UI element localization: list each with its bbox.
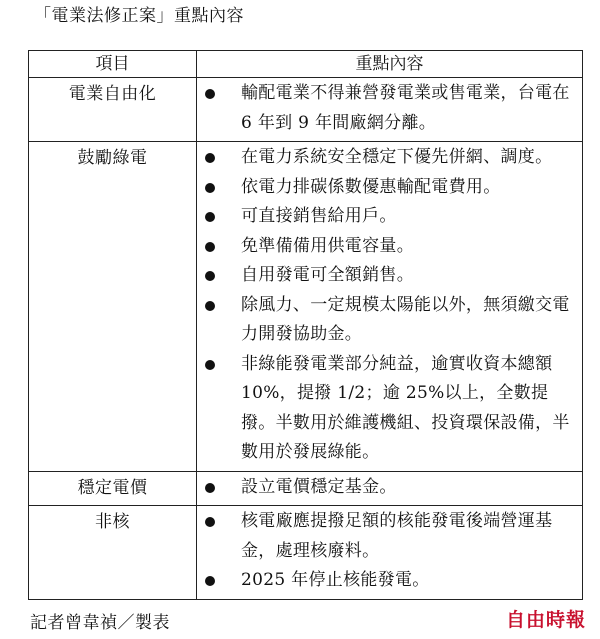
bullet-point [197, 350, 576, 468]
bullet-icon [205, 483, 215, 493]
bullet-list [197, 473, 576, 503]
bullet-point [197, 143, 576, 173]
bullet-point [197, 291, 576, 350]
row-points [197, 142, 583, 472]
row-item-label: 非核 [29, 506, 197, 600]
key-points-table [28, 50, 583, 600]
bullet-icon [205, 212, 215, 222]
row-item-label: 鼓勵綠電 [29, 142, 197, 472]
bullet-text: 設立電價穩定基金。 [241, 476, 397, 497]
table-row [29, 471, 583, 506]
table-caption: 「電業法修正案」重點內容 [34, 6, 244, 26]
reporter-credit: 記者曾韋禎／製表 [30, 613, 170, 633]
bullet-text: 依電力排碳係數優惠輸配電費用。 [241, 176, 501, 197]
table-header-row [29, 51, 583, 78]
bullet-icon [205, 183, 215, 193]
bullet-text: 2025 年停止核能發電。 [241, 570, 430, 590]
row-points [197, 471, 583, 506]
bullet-list [197, 507, 576, 596]
bullet-text: 可直接銷售給用戶。 [241, 206, 397, 226]
row-item-label: 穩定電價 [29, 471, 197, 506]
bullet-icon [205, 576, 215, 586]
row-points [197, 78, 583, 142]
bullet-text: 免準備備用供電容量。 [241, 235, 414, 256]
bullet-list [197, 79, 576, 138]
bullet-point [197, 79, 576, 138]
header-item: 項目 [29, 51, 197, 78]
bullet-point [197, 507, 576, 566]
bullet-text: 輸配電業不得兼營發電業或售電業，台電在 6 年到 9 年間廠網分離。 [241, 83, 570, 133]
bullet-icon [205, 360, 215, 370]
bullet-icon [205, 242, 215, 252]
bullet-text: 除風力、一定規模太陽能以外，無須繳交電力開發協助金。 [241, 294, 570, 344]
row-points [197, 506, 583, 600]
table-row [29, 78, 583, 142]
bullet-point [197, 566, 576, 596]
row-item-label: 電業自由化 [29, 78, 197, 142]
bullet-text: 核電廠應提撥足額的核能發電後端營運基金，處理核廢料。 [241, 511, 553, 561]
bullet-icon [205, 301, 215, 311]
bullet-icon [205, 89, 215, 99]
table-row [29, 142, 583, 472]
bullet-point [197, 473, 576, 503]
newspaper-logo: 自由時報 [505, 609, 586, 631]
bullet-point [197, 261, 576, 291]
bullet-icon [205, 517, 215, 527]
bullet-point [197, 173, 576, 203]
table-row [29, 506, 583, 600]
bullet-point [197, 232, 576, 262]
bullet-text: 在電力系統安全穩定下優先併網、調度。 [241, 147, 553, 167]
bullet-list [197, 143, 576, 468]
bullet-icon [205, 271, 215, 281]
bullet-icon [205, 153, 215, 163]
bullet-text: 非綠能發電業部分純益，逾實收資本總額 10%，提撥 1/2；逾 25%以上，全數提撥。半數用於維護機組、投資環保設備，半數用於發展綠能。 [241, 353, 570, 462]
header-key-content: 重點內容 [197, 51, 583, 78]
bullet-text: 自用發電可全額銷售。 [241, 265, 414, 285]
bullet-point [197, 202, 576, 232]
